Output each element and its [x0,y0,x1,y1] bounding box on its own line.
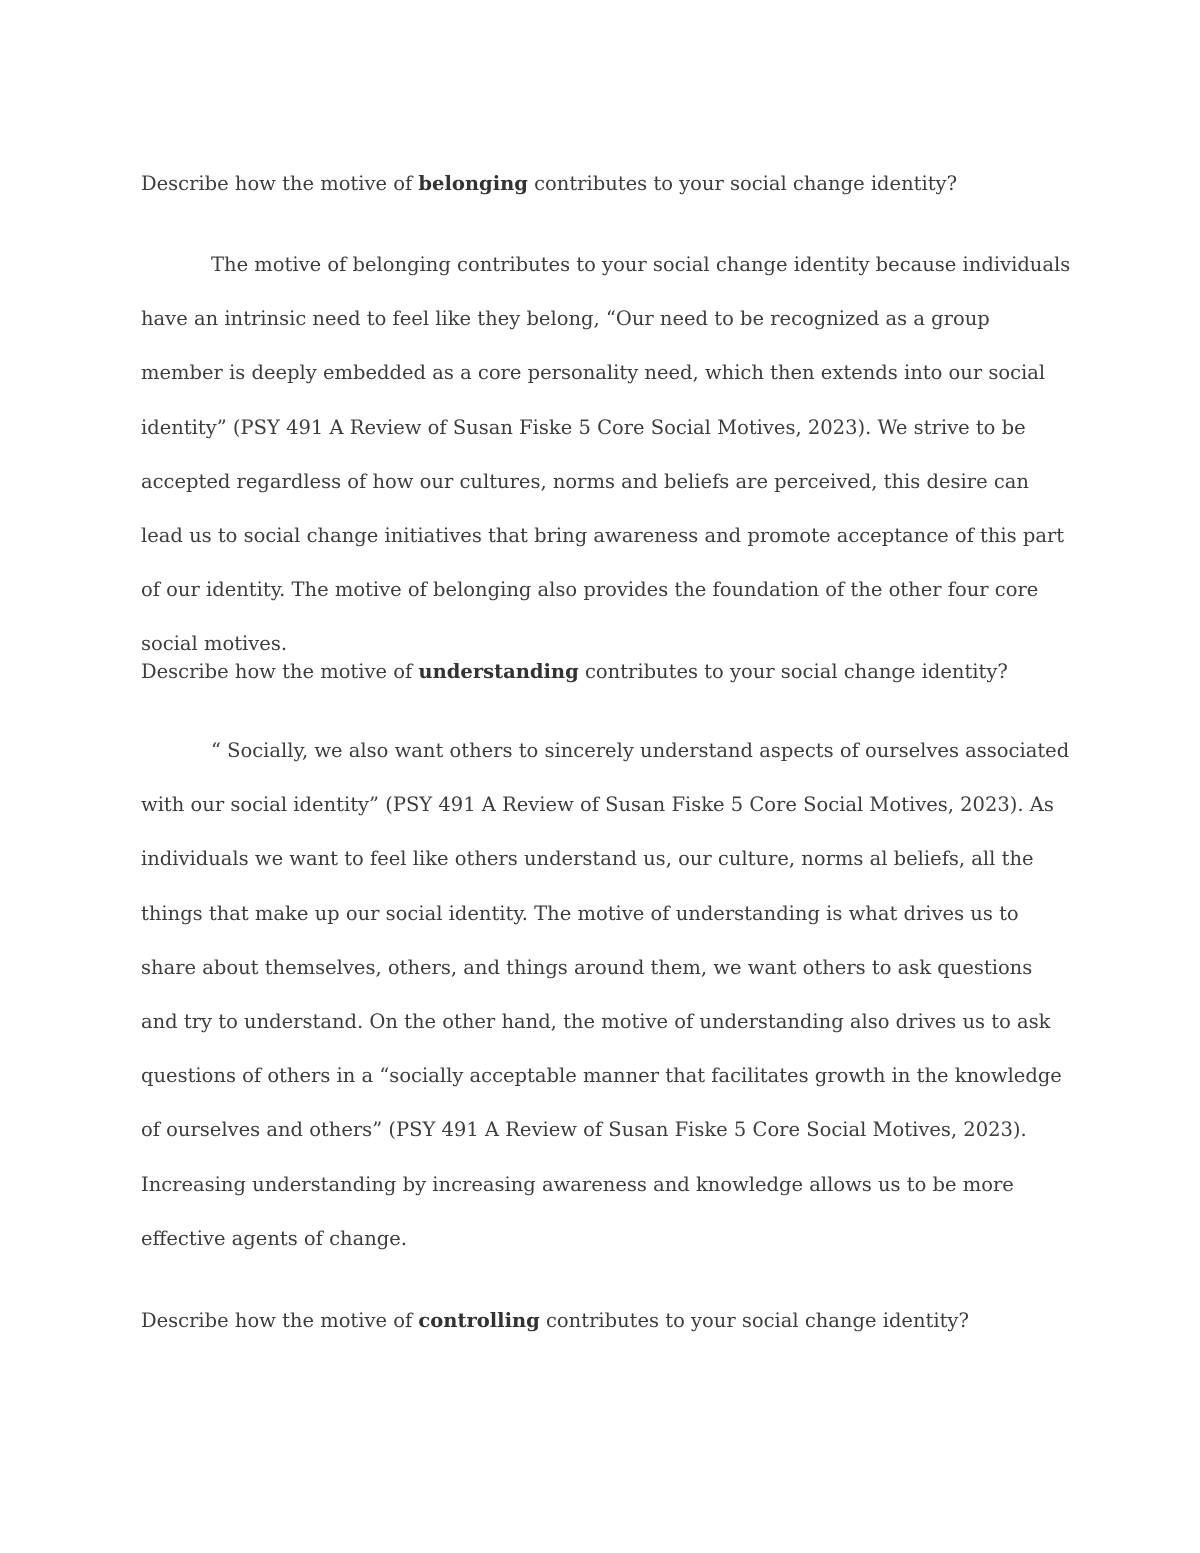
question-prefix: Describe how the motive of [141,660,419,683]
question-understanding [141,654,1008,690]
question-keyword: belonging [418,172,528,195]
question-prefix: Describe how the motive of [141,1309,419,1332]
answer-belonging: The motive of belonging contributes to your social change identity because individuals have an intrinsic need to feel like they belong, “Our need to be recognized as a group member is deeply embedded as a core personality need, which then extends into our social identity” (PSY 491 A Review of Susan Fiske 5 Core Social Motives, 2023). We strive to be accepted regardless of how our cultures, norms and beliefs are perceived, this desire can lead us to social change initiatives that bring awareness and promote acceptance of this part of our identity. The motive of belonging also provides the foundation of the other four core social motives. [141,253,1071,656]
question-keyword: controlling [418,1309,540,1332]
answer-understanding: “ Socially, we also want others to sincerely understand aspects of ourselves associated with our social identity” (PSY 491 A Review of Susan Fiske 5 Core Social Motives, 2023). As individuals we want to feel like others understand us, our culture, norms al beliefs, all the things that make up our social identity. The motive of understanding is what drives us to share about themselves, others, and things around them, we want others to ask questions and try to understand. On the other hand, the motive of understanding also drives us to ask questions of others in a “socially acceptable manner that facilitates growth in the knowledge of ourselves and others” (PSY 491 A Review of Susan Fiske 5 Core Social Motives, 2023). Increasing understanding by increasing awareness and knowledge allows us to be more effective agents of change. [141,739,1070,1250]
question-belonging [141,166,957,202]
question-suffix: contributes to your social change identity? [527,172,958,195]
question-controlling [141,1303,969,1339]
question-prefix: Describe how the motive of [141,172,419,195]
question-keyword: understanding [418,660,579,683]
question-suffix: contributes to your social change identity? [578,660,1008,683]
question-suffix: contributes to your social change identity? [539,1309,969,1332]
